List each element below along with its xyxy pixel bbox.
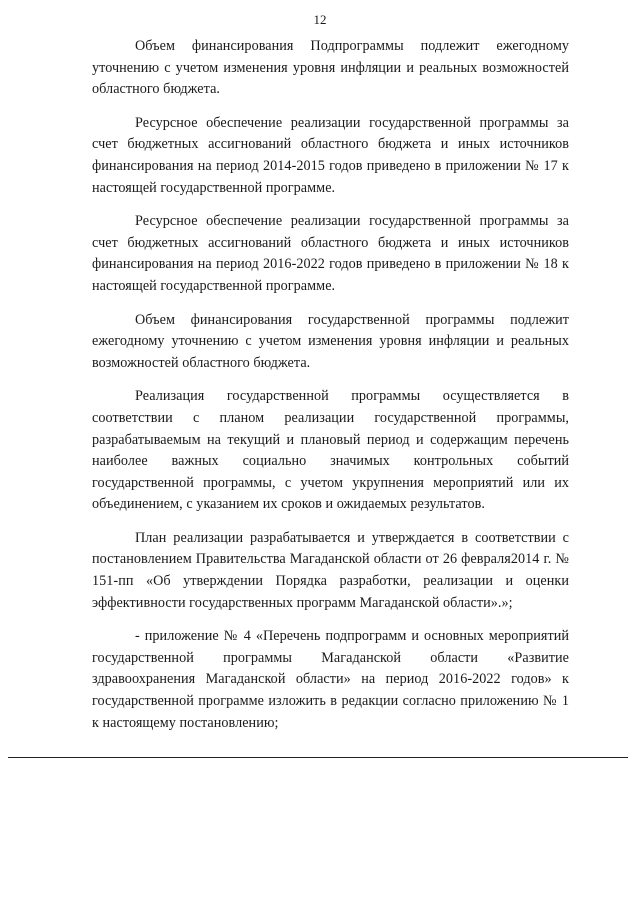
page-number: 12	[313, 12, 327, 27]
paragraph-program-funding: Объем финансирования государственной программы подлежит ежегодному уточнению с учетом изменения уровня инфляции и реальных возможностей областного бюджета.	[92, 311, 569, 371]
footer-divider	[8, 757, 628, 758]
paragraph-resources-2016-2022: Ресурсное обеспечение реализации государственной программы за счет бюджетных ассигнований областного бюджета и иных источников финансирования на период 2016-2022 годов приведено в приложении № 18 к настоящей государственной программе.	[92, 213, 569, 294]
paragraph-implementation: Реализация государственной программы осуществляется в соответствии с планом реализации государственной программы, разрабатываемым на текущий и плановый период и содержащим перечень наиболее важных социально значимых контрольных событий государственной программы, с учетом укрупнения мероприятий или их объединением, с указанием их сроков и ожидаемых результатов.	[92, 388, 569, 513]
paragraph-implementation-plan: План реализации разрабатывается и утверждается в соответствии с постановлением Правительства Магаданской области от 26 февраля2014 г. № 151-пп «Об утверждении Порядка разработки, реализации и оценки эффективности государственных программ Магаданской области».»;	[92, 529, 569, 611]
paragraph-subprogram-funding: Объем финансирования Подпрограммы подлежит ежегодному уточнению с учетом изменения уровня инфляции и реальных возможностей областного бюджета.	[92, 38, 569, 98]
paragraph-resources-2014-2015: Ресурсное обеспечение реализации государственной программы за счет бюджетных ассигнований областного бюджета и иных источников финансирования на период 2014-2015 годов приведено в приложении № 17 к настоящей государственной программе.	[92, 114, 569, 196]
paragraph-appendix-4: - приложение № 4 «Перечень подпрограмм и основных мероприятий государственной программы Магаданской области «Развитие здравоохранения Магаданской области» на период 2016-2022 годов» к государственной программе изложить в редакции согласно приложению № 1 к настоящему постановлению;	[92, 628, 569, 731]
document-body	[92, 36, 569, 746]
